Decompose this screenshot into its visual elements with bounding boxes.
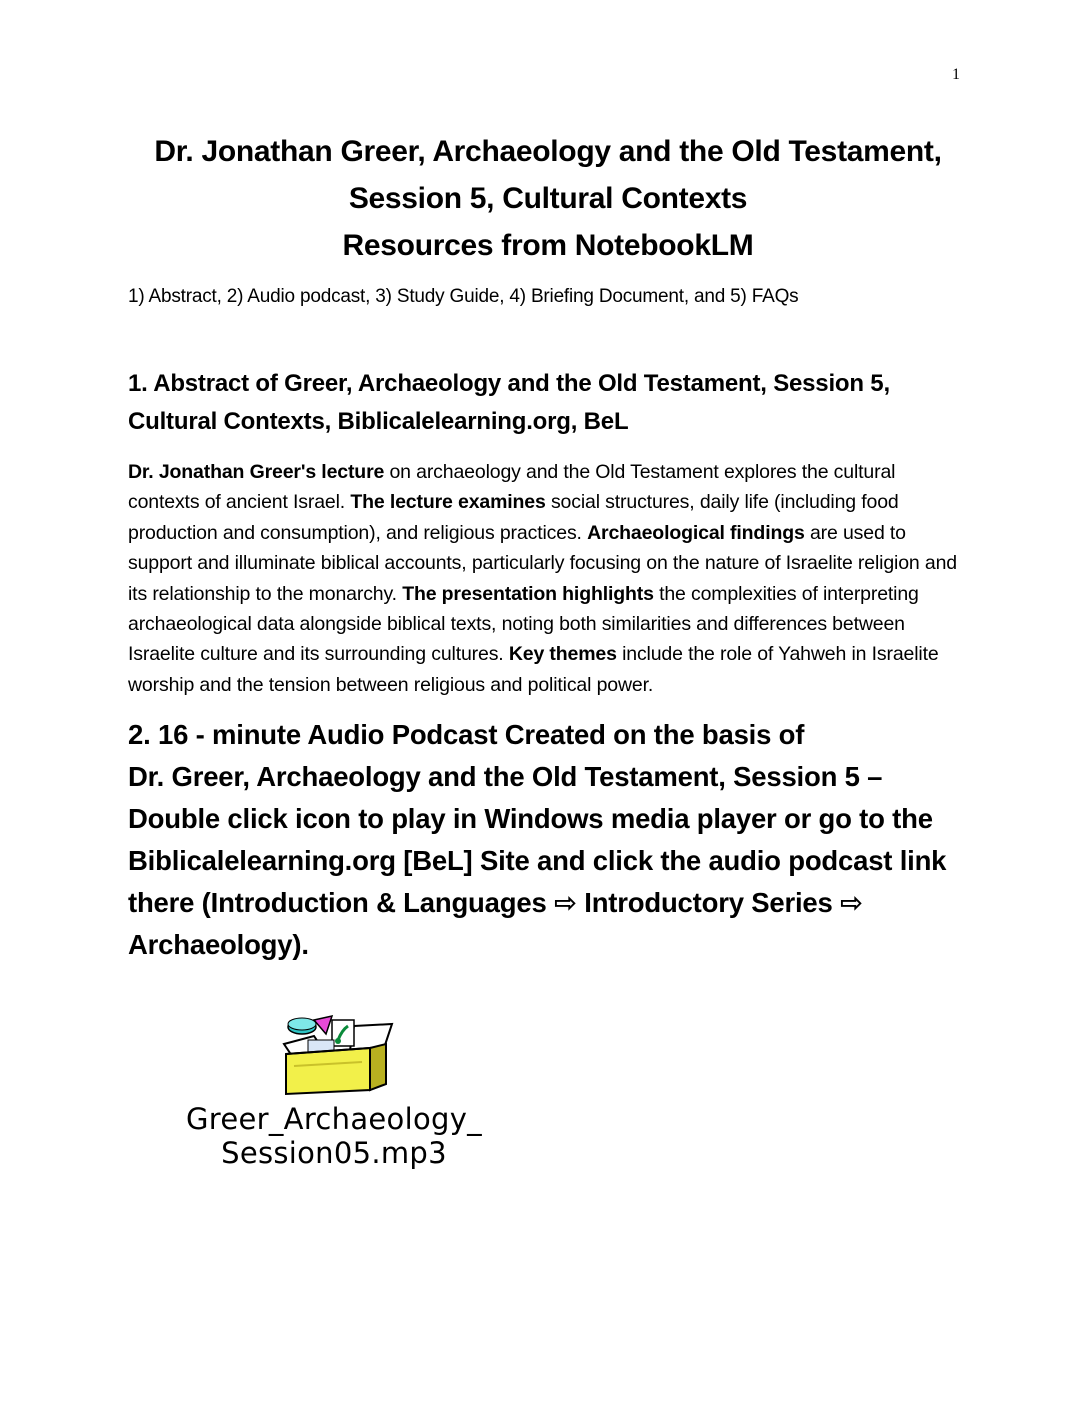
abstract-heading-line-2: Cultural Contexts, Biblicalelearning.org, BeL <box>128 408 629 435</box>
abstract-bold-5: Key themes <box>508 643 617 666</box>
abstract-bold-1: Dr. Jonathan Greer's lecture <box>128 461 385 483</box>
contents-list: 1) Abstract, 2) Audio podcast, 3) Study Guide, 4) Briefing Document, and 5) FAQs <box>128 286 799 307</box>
abstract-text-3: are used to support and illuminate biblical accounts, particularly focusing on the nature of Israelite religion and its relationship to the monarchy. <box>128 521 957 605</box>
document-title <box>128 128 968 269</box>
media-caption-line-1: Greer_Archaeology_ <box>186 1102 482 1136</box>
abstract-paragraph <box>128 457 968 700</box>
abstract-text-5: include the role of Yahweh in Israelite worship and the tension between religious and political power. <box>128 643 939 696</box>
title-line-3: Resources from NotebookLM <box>342 229 754 262</box>
abstract-bold-3: Archaeological findings <box>587 521 805 544</box>
podcast-heading <box>128 714 968 966</box>
embedded-audio-file[interactable] <box>126 1014 546 1184</box>
package-media-file-icon[interactable] <box>274 1014 394 1096</box>
podcast-heading-line-1: 2. 16 - minute Audio Podcast Created on the basis of <box>128 719 805 751</box>
title-line-2: Session 5, Cultural Contexts <box>348 182 748 215</box>
media-file-caption[interactable] <box>126 1102 542 1170</box>
document-body <box>128 128 968 966</box>
abstract-bold-4: The presentation highlights <box>402 582 654 605</box>
abstract-text-4: the complexities of interpreting archaeological data alongside biblical texts, noting both similarities and differences between Israelite culture and its surrounding cultures. <box>128 582 919 666</box>
title-line-1: Dr. Jonathan Greer, Archaeology and the Old Testament, <box>154 135 942 168</box>
abstract-bold-2: The lecture examines <box>350 491 546 514</box>
podcast-heading-rest: Dr. Greer, Archaeology and the Old Testament, Session 5 – Double click icon to play in Windows media player or go to the Biblicalelearning.org [BeL] Site and click the audio podcast link there (Introduction & Languages ⇨ Introductory Series ⇨ Archaeology). <box>128 761 947 961</box>
abstract-text-1: on archaeology and the Old Testament explores the cultural contexts of ancient Israel. <box>128 461 896 514</box>
media-caption-line-2: Session05.mp3 <box>221 1136 447 1170</box>
abstract-heading-line-1: 1. Abstract of Greer, Archaeology and the Old Testament, Session 5, <box>128 370 890 397</box>
abstract-text-2: social structures, daily life (including food production and consumption), and religious practices. <box>128 491 899 544</box>
page-number: 1 <box>952 66 960 83</box>
abstract-heading <box>128 365 968 441</box>
